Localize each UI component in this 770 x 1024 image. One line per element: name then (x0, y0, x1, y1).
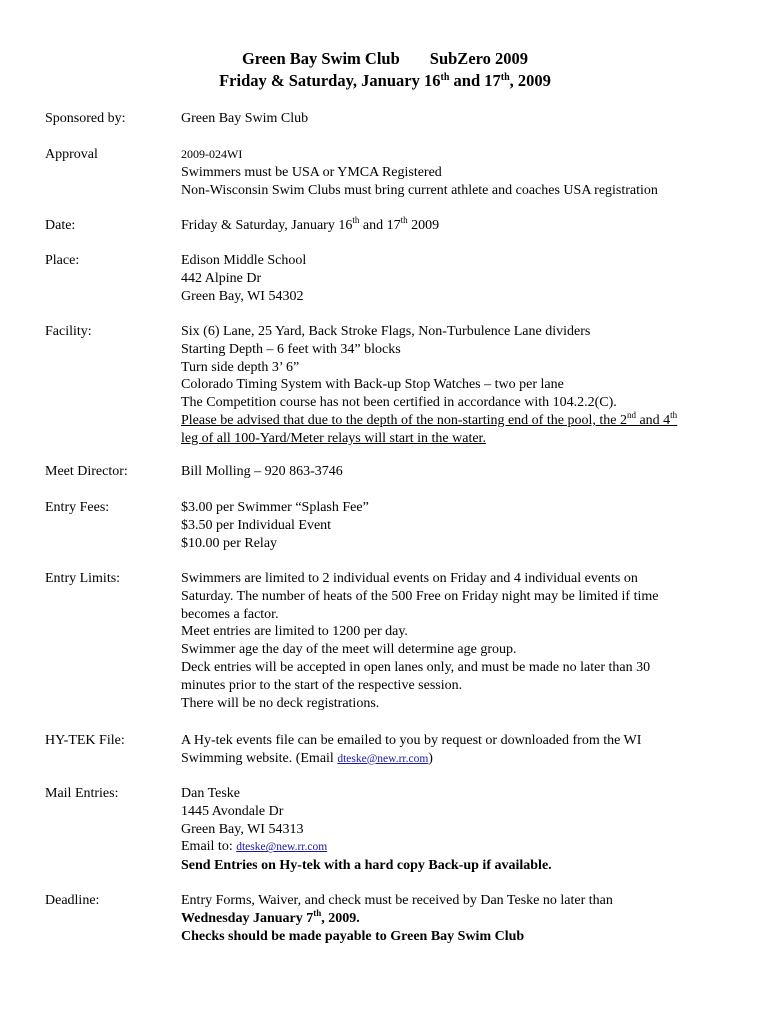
deadline-line: Entry Forms, Waiver, and check must be received by Dan Teske no later than (181, 893, 613, 908)
limits-line: Swimmer age the day of the meet will determine age group. (181, 642, 517, 658)
hytek-email-link[interactable]: dteske@new.rr.com (337, 752, 429, 765)
mail-line: Dan Teske (181, 786, 241, 801)
superscript: th (313, 907, 322, 918)
mail-label: Mail Entries: (45, 786, 119, 801)
fees-value (181, 499, 741, 552)
header-dates-text: Friday & Saturday, January 16 (219, 71, 441, 90)
mail-line: Green Bay, WI 54313 (181, 821, 304, 837)
facility-note (181, 409, 741, 430)
director-text: Bill Molling – 920 863-3746 (181, 464, 343, 479)
hytek-line: A Hy-tek events file can be emailed to you by request or downloaded from the WI (181, 733, 642, 748)
deadline-date-text: , 2009. (321, 910, 360, 926)
hytek-label: HY-TEK File: (45, 733, 125, 748)
superscript: th (500, 72, 510, 83)
header-dates-line (0, 70, 770, 92)
facility-label: Facility: (45, 324, 92, 339)
mail-bold-line: Send Entries on Hy-tek with a hard copy Back-up if available. (181, 858, 552, 874)
facility-line: Turn side depth 3’ 6” (181, 359, 300, 375)
superscript: th (440, 72, 450, 83)
fees-line: $10.00 per Relay (181, 535, 278, 551)
facility-note-text: Please be advised that due to the depth of the non-starting end of the pool, the 2 (181, 412, 627, 428)
header-title-line (0, 48, 770, 70)
place-label: Place: (45, 253, 80, 268)
facility-line: Six (6) Lane, 25 Yard, Back Stroke Flags, Non-Turbulence Lane dividers (181, 324, 591, 339)
limits-label: Entry Limits: (45, 571, 121, 586)
place-line: Edison Middle School (181, 253, 307, 268)
date-value (181, 217, 741, 235)
hytek-text: ) (428, 750, 433, 766)
fees-line: $3.00 per Swimmer “Splash Fee” (181, 500, 369, 515)
hytek-line (181, 750, 741, 769)
date-label: Date: (45, 218, 76, 233)
deadline-date-line (181, 907, 741, 928)
fees-line: $3.50 per Individual Event (181, 517, 332, 533)
mail-email-link[interactable]: dteske@new.rr.com (236, 841, 328, 854)
limits-line: minutes prior to the start of the respective session. (181, 677, 463, 693)
deadline-label: Deadline: (45, 893, 100, 908)
hytek-text: Swimming website. (Email (181, 750, 338, 766)
superscript: th (670, 409, 678, 420)
approval-code: 2009-024WI (181, 147, 243, 161)
deadline-value (181, 892, 741, 945)
approval-line: Non-Wisconsin Swim Clubs must bring current athlete and coaches USA registration (181, 182, 658, 198)
deadline-date-text: Wednesday January 7 (181, 910, 314, 926)
facility-note: leg of all 100-Yard/Meter relays will start in the water. (181, 430, 486, 446)
mail-email-line (181, 838, 741, 857)
facility-line: Starting Depth – 6 feet with 34” blocks (181, 341, 401, 357)
limits-line: Saturday. The number of heats of the 500 Free on Friday night may be limited if time (181, 588, 659, 604)
approval-value (181, 146, 741, 199)
place-line: 442 Alpine Dr (181, 270, 262, 286)
fees-label: Entry Fees: (45, 500, 110, 515)
approval-label: Approval (45, 147, 98, 162)
superscript: nd (626, 409, 636, 420)
limits-line: Meet entries are limited to 1200 per day. (181, 624, 408, 640)
mail-value (181, 785, 741, 875)
place-line: Green Bay, WI 54302 (181, 288, 304, 304)
header-dates-text: and 17 (449, 71, 501, 90)
superscript: th (352, 215, 360, 225)
approval-line: Swimmers must be USA or YMCA Registered (181, 164, 442, 180)
limits-line: There will be no deck registrations. (181, 695, 380, 711)
facility-line: Colorado Timing System with Back-up Stop Watches – two per lane (181, 377, 564, 393)
director-value (181, 463, 741, 481)
place-value (181, 252, 741, 305)
sponsored-value (181, 110, 741, 128)
facility-note-text: and 4 (635, 412, 671, 428)
mail-line: 1445 Avondale Dr (181, 803, 284, 819)
director-label: Meet Director: (45, 464, 128, 479)
sponsored-label: Sponsored by: (45, 111, 126, 126)
facility-line: The Competition course has not been certified in accordance with 104.2.2(C). (181, 395, 617, 411)
header-dates-text: , 2009 (509, 71, 551, 90)
hytek-value (181, 732, 741, 769)
limits-line: Swimmers are limited to 2 individual events on Friday and 4 individual events on (181, 571, 638, 586)
limits-line: Deck entries will be accepted in open lanes only, and must be made no later than 30 (181, 659, 651, 675)
meet-name: SubZero 2009 (429, 49, 529, 68)
date-text: 2009 (407, 218, 440, 233)
date-text: and 17 (359, 218, 401, 233)
sponsored-text: Green Bay Swim Club (181, 111, 309, 126)
mail-email-label: Email to: (181, 839, 237, 855)
document-header (0, 48, 770, 92)
limits-line: becomes a factor. (181, 606, 279, 622)
limits-value (181, 570, 741, 712)
date-text: Friday & Saturday, January 16 (181, 218, 353, 233)
facility-value (181, 323, 741, 448)
superscript: th (400, 215, 408, 225)
club-name: Green Bay Swim Club (241, 49, 400, 68)
deadline-payable-line: Checks should be made payable to Green Bay Swim Club (181, 928, 525, 944)
